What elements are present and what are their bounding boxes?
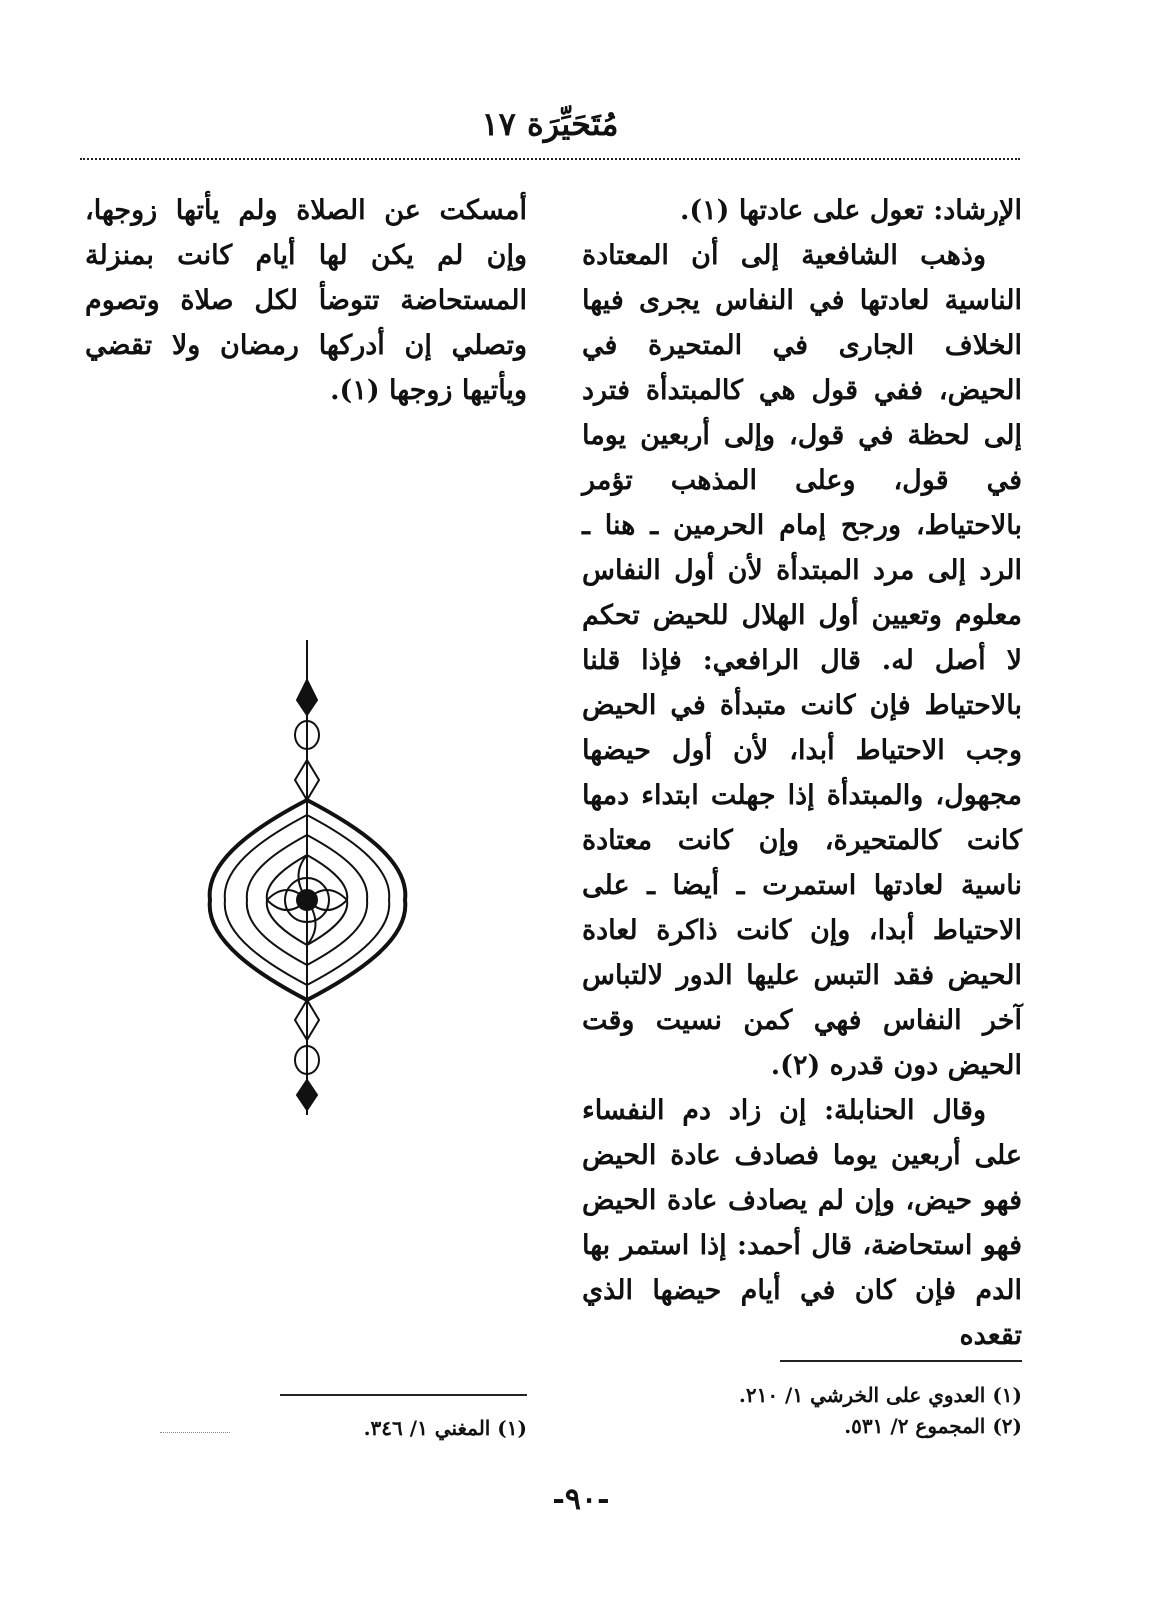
paragraph-2: وذهب الشافعية إلى أن المعتادة الناسية لعادتها في النفاس يجرى فيها الخلاف الجارى في المتحيرة في الحيض، ففي قول هي كالمبتدأة فترد إلى لحظة في قول، وإلى أربعين يوما في قول، وعلى المذهب تؤمر بالاحتياط، ورجح إمام الحرمين ـ هنا ـ الرد إلى مرد المبتدأة لأن أول النفاس معلوم وتعيين أول الهلال للحيض تحكم لا أصل له. قال الرافعي: فإذا قلنا بالاحتياط فإن كانت متبدأة في الحيض وجب الاحتياط أبدا، لأن أول حيضها مجهول، والمبتدأة إذا جهلت ابتداء دمها كانت كالمتحيرة، وإن كانت معتادة ناسية لعادتها استمرت ـ أيضا ـ على الاحتياط أبدا، وإن كانت ذاكرة لعادة الحيض فقد التبس عليها الدور لالتباس آخر النفاس فهي كمن نسيت وقت الحيض دون قدره (٢). xyxy=(582,240,1022,1081)
paragraph-1: الإرشاد: تعول على عادتها (١). xyxy=(679,195,1022,226)
paragraph-4: أمسكت عن الصلاة ولم يأتها زوجها، وإن لم يكن لها أيام كانت بمنزلة المستحاضة تتوضأ لكل صلاة وتصوم وتصلي إن أدركها رمضان ولا تقضي ويأتيها زوجها (١). xyxy=(85,195,527,406)
header-dotted-rule xyxy=(80,158,1020,160)
footnote: (٢) المجموع ٢/ ٥٣١. xyxy=(844,1414,1022,1438)
footnote: (١) المغني ١/ ٣٤٦. xyxy=(363,1416,527,1440)
footnote-rule-right xyxy=(780,1360,1022,1362)
footnote-rule-left xyxy=(280,1394,527,1396)
footnotes-right xyxy=(582,1380,1022,1442)
footnote: (١) العدوي على الخرشي ١/ ٢١٠. xyxy=(738,1383,1022,1407)
scan-speck xyxy=(160,1432,230,1433)
right-text-column xyxy=(582,188,1022,1358)
left-text-column xyxy=(85,188,527,413)
footnotes-left xyxy=(85,1413,527,1444)
paragraph-3: وقال الحنابلة: إن زاد دم النفساء على أربعين يوما فصادف عادة الحيض فهو حيض، وإن لم يصادف عادة الحيض فهو استحاضة، قال أحمد: إذا استمر بها الدم فإن كان في أيام حيضها الذي تقعده xyxy=(582,1095,1022,1351)
page-number: -٩٠- xyxy=(552,1482,610,1517)
arabesque-ornament-icon xyxy=(205,640,410,1115)
running-header: مُتَحَيِّرَة ١٧ xyxy=(481,105,619,143)
